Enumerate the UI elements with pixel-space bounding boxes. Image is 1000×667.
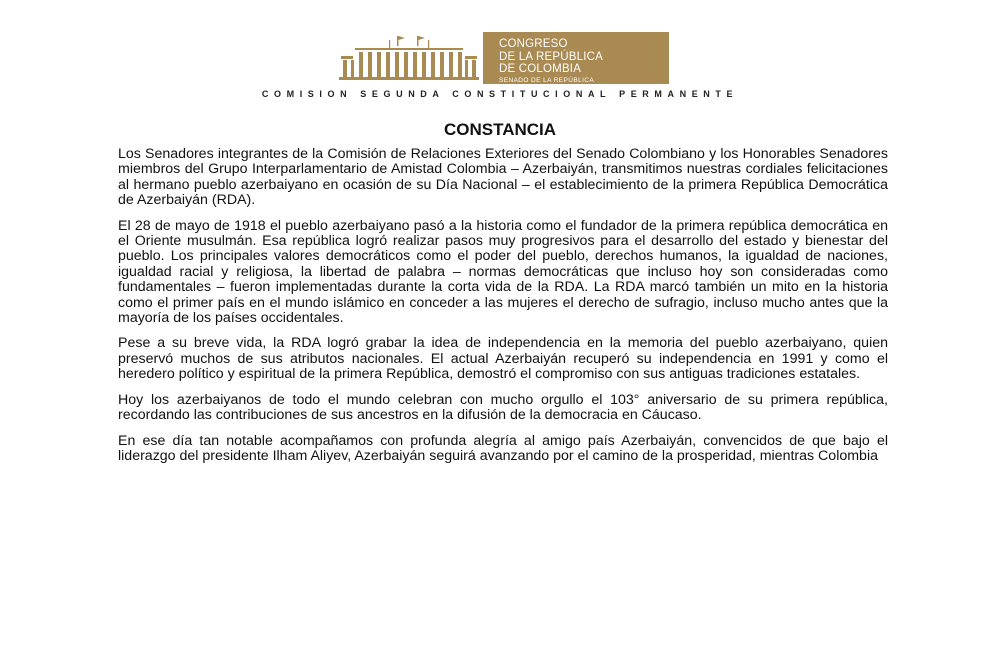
paragraph: Pese a su breve vida, la RDA logró grabar la idea de independencia en la memoria del pueblo azerbaiyano, quien preservó muchos de sus atributos nacionales. El actual Azerbaiyán recuperó su independencia en 1991 y como el heredero político y espiritual de la primera República, demostró el compromiso con sus antiguas tradiciones estatales. bbox=[118, 335, 888, 383]
paragraph: Hoy los azerbaiyanos de todo el mundo celebran con mucho orgullo el 103° aniversario de su primera república, recordando las contribuciones de sus ancestros en la difusión de la democracia en Cáucaso. bbox=[118, 391, 888, 424]
logo-line-republica: DE LA REPÚBLICA bbox=[499, 50, 603, 63]
logo-line-congreso: CONGRESO bbox=[499, 38, 568, 50]
logo-text-box bbox=[483, 32, 669, 84]
logo-line-colombia: DE COLOMBIA bbox=[499, 63, 582, 75]
congress-logo bbox=[335, 32, 669, 84]
paragraph: En ese día tan notable acompañamos con profunda alegría al amigo país Azerbaiyán, convencidos de que bajo el liderazgo del presidente Ilham Aliyev, Azerbaiyán seguirá avanzando por el camino de la prosperidad, mientras Colombia bbox=[118, 432, 888, 464]
capitol-building-icon bbox=[335, 32, 483, 84]
logo-subline: SENADO DE LA REPÚBLICA bbox=[499, 76, 595, 84]
paragraph: El 28 de mayo de 1918 el pueblo azerbaiyano pasó a la historia como el fundador de la primera república democrática en el Oriente musulmán. Esa república logró realizar pasos muy progresivos para el desarrollo del estado y bienestar del pueblo. Los principales valores democráticos como el poder del pueblo, derechos humanos, la igualdad de naciones, igualdad racial y religiosa, la libertad de palabra – normas democráticas que incluso hoy son consideradas como fundamentales – fueron implementadas durante la corta vida de la RDA. La RDA marcó también un mito en la historia como el primer país en el mundo islámico en conceder a las mujeres el derecho de sufragio, incluso mucho antes que la mayoría de los países occidentales. bbox=[118, 217, 888, 327]
document-title: CONSTANCIA bbox=[443, 120, 557, 139]
commission-heading: COMISION SEGUNDA CONSTITUCIONAL PERMANENTE bbox=[261, 89, 739, 99]
document-body bbox=[118, 147, 888, 474]
paragraph: Los Senadores integrantes de la Comisión de Relaciones Exteriores del Senado Colombiano y los Honorables Senadores miembros del Grupo Interparlamentario de Amistad Colombia – Azerbaiyán, transmitimos nuestras cordiales felicitaciones al hermano pueblo azerbaiyano en ocasión de su Día Nacional – el establecimiento de la primera República Democrática de Azerbaiyán (RDA). bbox=[118, 146, 888, 209]
